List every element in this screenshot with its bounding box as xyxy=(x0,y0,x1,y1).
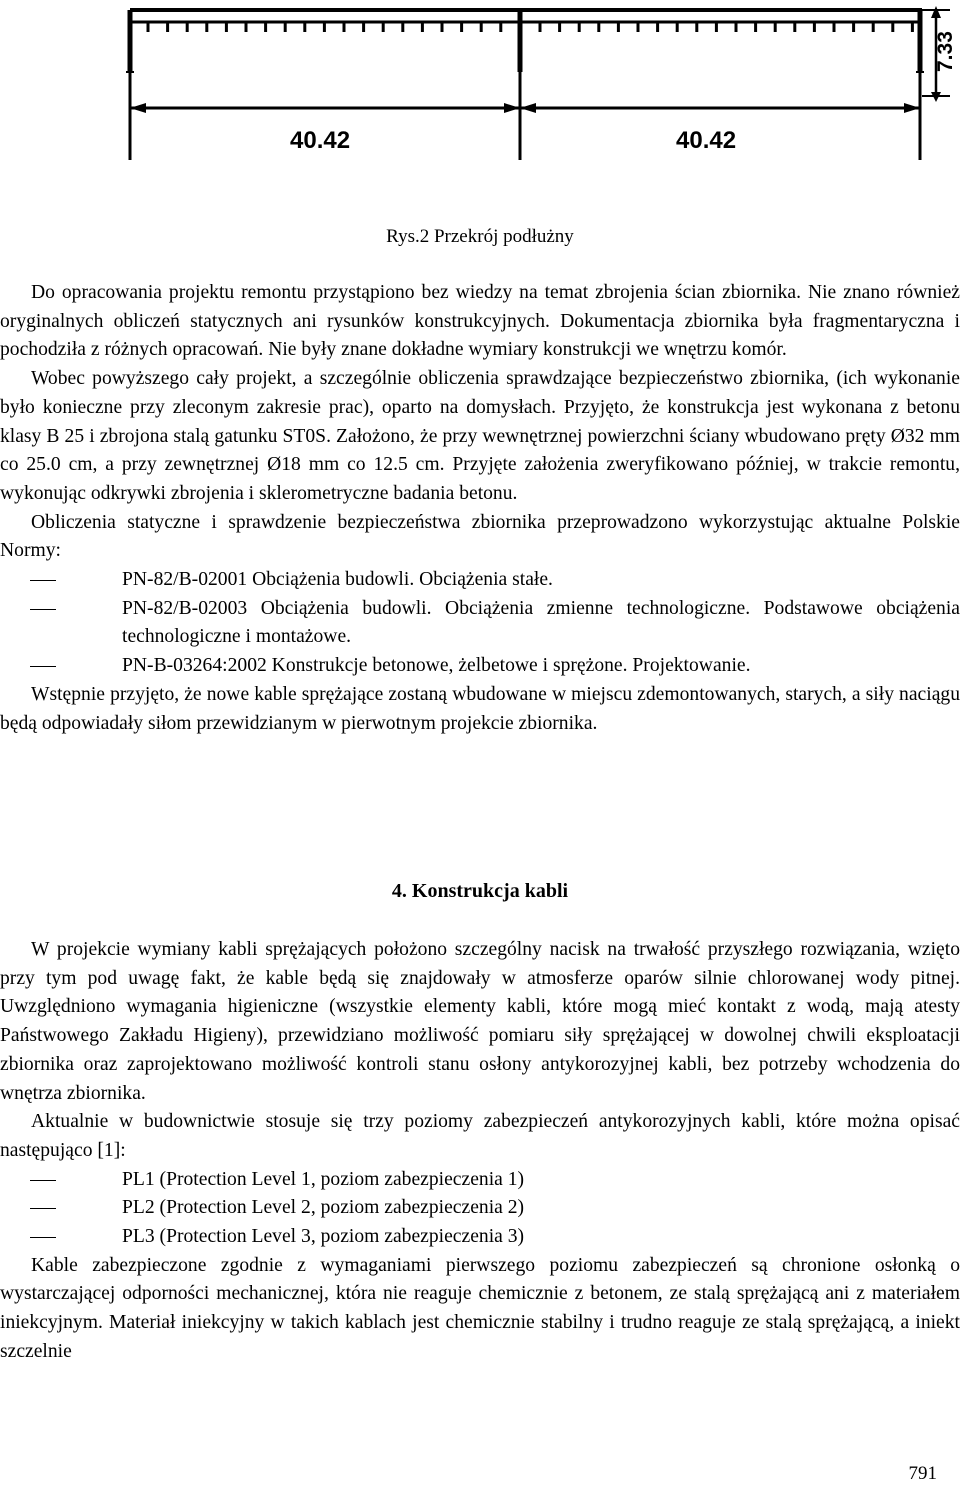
dimension-label-left: 40.42 xyxy=(290,127,351,154)
figure-caption: Rys.2 Przekrój podłużny xyxy=(386,226,574,247)
dimension-label-right: 40.42 xyxy=(676,127,737,154)
longitudinal-section-drawing xyxy=(0,0,960,215)
section-heading: 4. Konstrukcja kabli xyxy=(391,880,569,902)
dimension-label-height: 7.33 xyxy=(934,31,957,72)
list-item: PN-82/B-02001 Obciążenia budowli. Obciążenia stałe. xyxy=(0,566,960,595)
page-number: 791 xyxy=(908,1463,937,1484)
list-item: PN-82/B-02003 Obciążenia budowli. Obciążenia zmienne technologiczne. Podstawowe obciążenia technologiczne i montażowe. xyxy=(0,595,960,652)
paragraph: W projekcie wymiany kabli sprężających położono szczególny nacisk na trwałość przyszłego rozwiązania, wzięto przy tym pod uwagę fakt, że kable będą się znajdowały w atmosferze oparów silnie chlorowanej wody pitnej. Uwzględniono wymagania higieniczne (wszystkie elementy kabli, które mogą mieć kontakt z wodą, mają atesty Państwowego Zakładu Higieny), przewidziano możliwość pomiaru siły sprężającej w dowolnej chwili eksploatacji zbiornika oraz zaprojektowano możliwość kontroli stanu osłony antykorozyjnej kabli, bez potrzeby wchodzenia do wnętrza zbiornika. xyxy=(0,939,960,1104)
section-text-1 xyxy=(0,279,960,738)
list-item: PN-B-03264:2002 Konstrukcje betonowe, żelbetowe i sprężone. Projektowanie. xyxy=(0,652,960,681)
paragraph: Aktualnie w budownictwie stosuje się trzy poziomy zabezpieczeń antykorozyjnych kabli, które można opisać następująco [1]: xyxy=(0,1111,960,1161)
list-item: PL2 (Protection Level 2, poziom zabezpieczenia 2) xyxy=(0,1194,960,1223)
paragraph: Obliczenia statyczne i sprawdzenie bezpieczeństwa zbiornika przeprowadzono wykorzystując aktualne Polskie Normy: xyxy=(0,511,960,562)
paragraph: Wobec powyższego cały projekt, a szczególnie obliczenia sprawdzające bezpieczeństwo zbiornika, (ich wykonanie było konieczne przy zleconym zakresie prac), oparto na domysłach. Przyjęto, że konstrukcja jest wykonana z betonu klasy B 25 i zbrojona stalą gatunku ST0S. Założono, że przy wewnętrznej powierzchni ściany wbudowano pręty Ø32 mm co 25.0 cm, a przy zewnętrznej Ø18 mm co 12.5 cm. Przyjęte założenia zweryfikowano później, w trakcie remontu, wykonując odkrywki zbrojenia i sklerometryczne badania betonu. xyxy=(0,368,960,504)
section-text-2 xyxy=(0,936,960,1367)
list-item: PL1 (Protection Level 1, poziom zabezpieczenia 1) xyxy=(0,1166,960,1195)
paragraph: Kable zabezpieczone zgodnie z wymaganiami pierwszego poziomu zabezpieczeń są chronione osłonką o wystarczającej odporności mechanicznej, która nie reaguje chemicznie z betonem, ze stalą sprężającą ani z materiałem iniekcyjnym. Materiał iniekcyjny w takich kablach jest chemicznie stabilny i trudno reaguje ze stalą sprężającą, a iniekt szczelnie xyxy=(0,1254,960,1362)
list-item: PL3 (Protection Level 3, poziom zabezpieczenia 3) xyxy=(0,1223,960,1252)
section-outline xyxy=(126,10,924,72)
paragraph: Do opracowania projektu remontu przystąpiono bez wiedzy na temat zbrojenia ścian zbiornika. Nie znano również oryginalnych obliczeń statycznych ani rysunków konstrukcyjnych. Dokumentacja zbiornika była fragmentaryczna i pochodziła z różnych opracowań. Nie były znane dokładne wymiary konstrukcji we wnętrzu komór. xyxy=(0,282,960,361)
paragraph: Wstępnie przyjęto, że nowe kable sprężające zostaną wbudowane w miejscu zdemontowanych, starych, a siły naciągu będą odpowiadały siłom przewidzianym w pierwotnym projekcie zbiornika. xyxy=(0,683,960,734)
